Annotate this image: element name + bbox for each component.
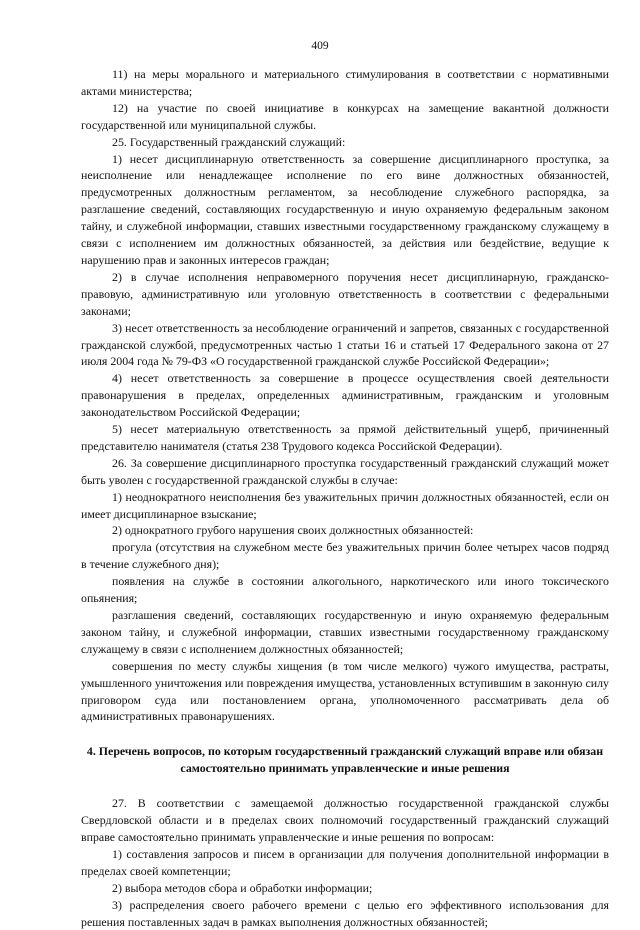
paragraph: 2) однократного грубого нарушения своих должностных обязанностей: [112, 523, 474, 538]
paragraph: 26. За совершение дисциплинарного проступка государственный гражданский служащий может быть уволен с государственной гражданской службы в случае: [81, 455, 609, 487]
paragraph: 4) несет ответственность за совершение в процессе осуществления своей деятельности правонарушения в пределах, определенных административным, гражданским и уголовным законодательством Российской Федерации; [81, 371, 609, 420]
paragraph: 27. В соответствии с замещаемой должностью государственной гражданской службы Свердловской области и в пределах своих полномочий государственный гражданский служащий вправе самостоятельно принимать управленческие и иные решения по вопросам: [81, 796, 609, 844]
paragraph: 1) составления запросов и писем в организации для получения дополнительной информации в пределах своей компетенции; [81, 846, 609, 878]
paragraph: прогула (отсутствия на служебном месте без уважительных причин более четырех часов подряд в течение служебного дня); [81, 540, 609, 572]
paragraph: появления на службе в состоянии алкогольного, наркотического или иного токсического опьянения; [81, 574, 609, 606]
paragraph: 2) выбора методов сбора и обработки информации; [112, 880, 373, 895]
paragraph: 2) в случае исполнения неправомерного поручения несет дисциплинарную, гражданско-правовую, административную или уголовную ответственность в соответствии с федеральными законами; [81, 269, 609, 318]
paragraph: 12) на участие по своей инициативе в конкурсах на замещение вакантной должности государственной или муниципальной службы. [81, 100, 609, 132]
paragraph: 1) несет дисциплинарную ответственность за совершение дисциплинарного проступка, за неисполнение или ненадлежащее исполнение по его вине должностных обязанностей, предусмотренных должностным регламентом, за несоблюдение служебного распорядка, за разглашение сведений, составляющих государственную и иную охраняемую федеральным законом тайну, и служебной информации, ставших известными государственному гражданскому служащему в связи с исполнением им должностных обязанностей, за действия или бездействие, ведущие к нарушению прав и законных интересов граждан; [81, 151, 609, 267]
paragraph: 11) на меры морального и материального стимулирования в соответствии с нормативными актами министерства; [81, 67, 609, 98]
paragraph: 3) распределения своего рабочего времени с целью его эффективного использования для решения поставленных задач в рамках выполнения должностных обязанностей; [81, 897, 609, 929]
page-number: 409 [311, 40, 329, 52]
paragraph: совершения по месту службы хищения (в том числе мелкого) чужого имущества, растраты, умышленного уничтожения или повреждения имущества, установленных вступившим в законную силу приговором суда или постановлением органа, уполномоченного рассматривать дела об административных правонарушениях. [81, 658, 609, 724]
paragraph: 1) неоднократного неисполнения без уважительных причин должностных обязанностей, если он имеет дисциплинарное взыскание; [81, 489, 609, 521]
paragraph: 3) несет ответственность за несоблюдение ограничений и запретов, связанных с государственной гражданской службой, предусмотренных частью 1 статьи 16 и статьей 17 Федерального закона от 27 июля 2004 года № 79-ФЗ «О государственной гражданской службе Российской Федерации»; [81, 320, 609, 369]
paragraph: 5) несет материальную ответственность за прямой действительный ущерб, причиненный представителю нанимателя (статья 238 Трудового кодекса Российской Федерации). [81, 422, 609, 453]
paragraph: 25. Государственный гражданский служащий: [112, 134, 346, 149]
paragraph: разглашения сведений, составляющих государственную и иную охраняемую федеральным законом тайну, и служебной информации, ставших известными государственному гражданскому служащему в связи с исполнением должностных обязанностей; [81, 608, 609, 656]
document-body [81, 66, 609, 930]
section-heading: 4. Перечень вопросов, по которым государственный гражданский служащий вправе или обязан самостоятельно принимать управленческие и иные решения [86, 744, 604, 776]
